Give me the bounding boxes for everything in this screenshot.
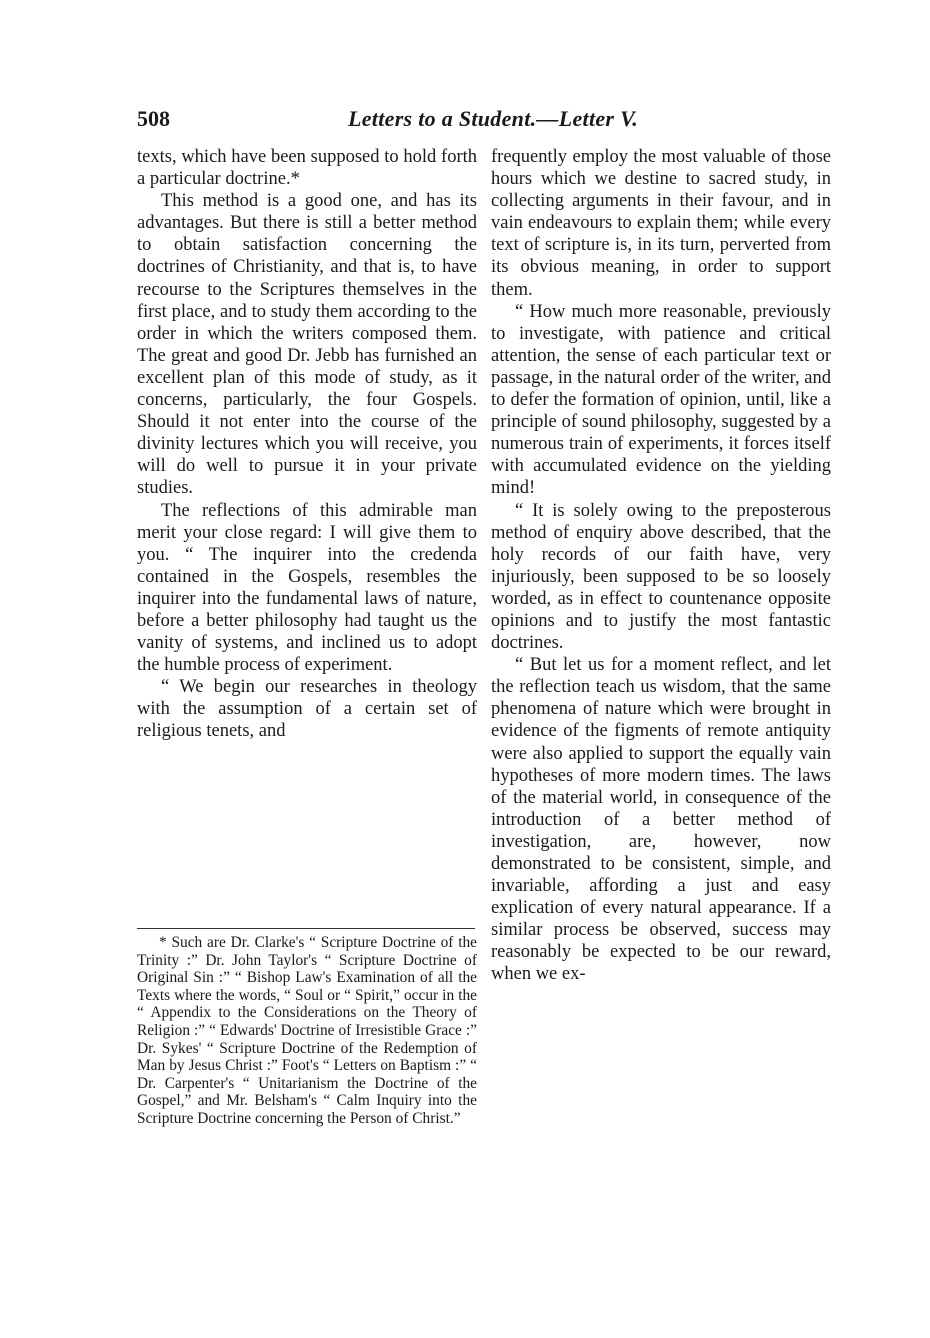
paragraph: “ How much more reasonable, previously to investigate, with patience and critical attention, the sense of each particular text or passage, in the natural order of the writer, and to defer the formation of opinion, until, like a principle of sound philosophy, suggested by a numerous train of experiments, it forces itself with accumulated evidence on the yielding mind! — [491, 301, 831, 499]
paragraph-continued: texts, which have been supposed to hold forth a particular doctrine.* — [137, 147, 477, 190]
footnote: * Such are Dr. Clarke's “ Scripture Doctrine of the Trinity :” Dr. John Taylor's “ Scripture Doctrine of Original Sin :” “ Bishop Law's Examination of all the Texts where the words, “ Soul or “ Spirit,” occur in the “ Appendix to the Considerations on the Theory of Religion :” “ Edwards' Doctrine of Irresistible Grace :” Dr. Sykes' “ Scripture Doctrine of the Redemption of Man by Jesus Christ :” Foot's “ Letters on Baptism :” “ Dr. Carpenter's “ Unitarianism the Doctrine of the Gospel,” and Mr. Belsham's “ Calm Inquiry into the Scripture Doctrine concerning the Person of Christ.” — [137, 934, 477, 1127]
footnote-divider — [137, 928, 475, 929]
paragraph: “ But let us for a moment reflect, and let the reflection teach us wisdom, that the same phenomena of nature which were brought in evidence of the figments of remote antiquity were also applied to support the equally vain hypotheses of more modern times. The laws of the material world, in consequence of the introduction of a better method of investigation, are, however, now demonstrated to be consistent, simple, and invariable, affording a just and easy explication of every natural appearance. If a similar process be observed, success may reasonably be expected to be our reward, when we ex- — [491, 655, 831, 985]
left-column — [137, 146, 477, 743]
paragraph: This method is a good one, and has its advantages. But there is still a better method to obtain satisfaction concerning the doctrines of Christianity, and that is, to have recourse to the Scriptures themselves in the first place, and to study them according to the order in which the writers composed them. The great and good Dr. Jebb has furnished an excellent plan of this mode of study, as it concerns, particularly, the four Gospels. Should it not enter into the course of the divinity lectures which you will receive, you will do well to pursue it in your private studies. — [137, 191, 477, 499]
paragraph: The reflections of this admirable man merit your close regard: I will give them to you. “ The inquirer into the credenda contained in the Gospels, resembles the inquirer into the fundamental laws of nature, before a better philosophy had taught us the vanity of systems, and inclined us to adopt the humble process of experiment. — [137, 500, 477, 676]
right-column — [491, 146, 831, 986]
page-number: 508 — [137, 106, 170, 131]
running-title: Letters to a Student.—Letter V. — [348, 106, 639, 131]
paragraph-continued: frequently employ the most valuable of those hours which we destine to sacred study, in collecting arguments in their favour, and in vain endeavours to explain them; while every text of scripture is, in its turn, perverted from its obvious meaning, in order to support them. — [491, 147, 831, 300]
paragraph: “ We begin our researches in theology with the assumption of a certain set of religious tenets, and — [137, 677, 477, 742]
paragraph: “ It is solely owing to the preposterous method of enquiry above described, that the holy records of our faith have, very injuriously, been supposed to be so loosely worded, as in effect to countenance opposite opinions and to justify the most fantastic doctrines. — [491, 500, 831, 654]
running-header — [137, 100, 827, 140]
